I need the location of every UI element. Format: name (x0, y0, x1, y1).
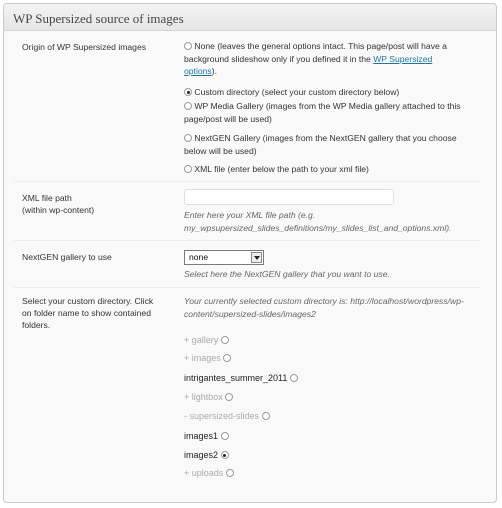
nextgen-hint: Select here the NextGEN gallery that you want to use. (184, 269, 390, 279)
option-media-text-2: page/post will be used) (184, 113, 272, 124)
option-custom-text: Custom directory (select your custom directory below) (194, 87, 400, 97)
folder-intrigantes[interactable] (184, 372, 298, 384)
current-dir-2: content/supersized-slides/images2 (184, 308, 316, 319)
radio-none[interactable] (184, 42, 192, 50)
folder-images2[interactable] (184, 449, 229, 461)
folder-images2-label[interactable]: images2 (184, 450, 219, 460)
folder-lightbox-label[interactable]: + lightbox (184, 392, 223, 402)
custom-dir-label-2: on folder name to show contained (22, 308, 151, 318)
xml-path-label-1: XML file path (22, 193, 72, 203)
current-directory-text (184, 295, 499, 320)
radio-folder-images1[interactable] (221, 432, 229, 440)
wp-supersized-options-link[interactable]: WP Supersized (373, 53, 433, 64)
folder-intrigantes-label[interactable]: intrigantes_summer_2011 (184, 373, 288, 383)
radio-xml[interactable] (184, 165, 192, 173)
folder-supersized-slides[interactable] (184, 410, 270, 422)
nextgen-label: NextGEN gallery to use (22, 252, 112, 262)
option-media-text-1: WP Media Gallery (images from the WP Media gallery attached to this (194, 101, 461, 111)
option-none-text-3: ). (211, 66, 217, 77)
divider (14, 181, 480, 182)
xml-path-hint (184, 209, 494, 234)
chevron-down-icon[interactable] (251, 252, 262, 263)
radio-folder-intrigantes[interactable] (290, 374, 298, 382)
option-none-text-1: None (leaves the general options intact. This page/post will have a (194, 41, 447, 51)
panel-title: WP Supersized source of images (4, 4, 496, 31)
divider (14, 287, 480, 288)
folder-lightbox[interactable] (184, 391, 233, 403)
folder-gallery[interactable] (184, 334, 229, 346)
origin-option-wp-media[interactable] (184, 100, 494, 125)
option-nextgen-text-1: NextGEN Gallery (images from the NextGEN gallery that you choose (194, 133, 457, 143)
option-xml-text: XML file (enter below the path to your xml file) (194, 164, 369, 174)
current-dir-1: Your currently selected custom directory is: http://localhost/wordpress/wp- (184, 296, 464, 306)
radio-nextgen[interactable] (184, 134, 192, 142)
radio-folder-images[interactable] (223, 354, 231, 362)
folder-uploads-label[interactable]: + uploads (184, 468, 224, 478)
option-nextgen-text-2: below will be used) (184, 145, 257, 156)
xml-path-label-2: (within wp-content) (22, 205, 95, 215)
radio-folder-uploads[interactable] (226, 469, 234, 477)
custom-dir-label (22, 295, 172, 331)
radio-wp-media[interactable] (184, 102, 192, 110)
folder-uploads[interactable] (184, 467, 234, 479)
origin-option-none[interactable] (184, 40, 494, 78)
xml-path-input[interactable] (184, 189, 394, 205)
origin-option-xml[interactable] (184, 163, 494, 176)
radio-folder-supersized-slides[interactable] (262, 412, 270, 420)
folder-images[interactable] (184, 352, 231, 364)
folder-images1-label[interactable]: images1 (184, 431, 219, 441)
folder-images-label[interactable]: + images (184, 353, 221, 363)
origin-label: Origin of WP Supersized images (22, 42, 147, 52)
option-none-text-2: background slideshow only if you defined it in the (184, 53, 374, 64)
radio-custom-directory[interactable] (184, 88, 192, 96)
xml-hint-2: my_wpsupersized_slides_definitions/my_slides_list_and_options.xml). (184, 222, 452, 233)
radio-folder-lightbox[interactable] (225, 393, 233, 401)
origin-option-nextgen[interactable] (184, 132, 494, 157)
divider (14, 240, 480, 241)
radio-folder-gallery[interactable] (221, 336, 229, 344)
xml-path-label (22, 192, 94, 216)
radio-folder-images2[interactable] (221, 451, 229, 459)
nextgen-selected-value: none (189, 252, 209, 262)
folder-supersized-slides-label[interactable]: - supersized-slides (184, 411, 260, 421)
origin-option-custom-directory[interactable] (184, 86, 494, 99)
nextgen-gallery-select[interactable] (184, 250, 264, 265)
folder-images1[interactable] (184, 430, 229, 442)
custom-dir-label-3: folders. (22, 320, 51, 330)
wp-supersized-options-link-cont[interactable]: options (184, 66, 212, 77)
folder-gallery-label[interactable]: + gallery (184, 335, 219, 345)
custom-dir-label-1: Select your custom directory. Click (22, 296, 154, 306)
xml-hint-1: Enter here your XML file path (e.g. (184, 210, 316, 220)
